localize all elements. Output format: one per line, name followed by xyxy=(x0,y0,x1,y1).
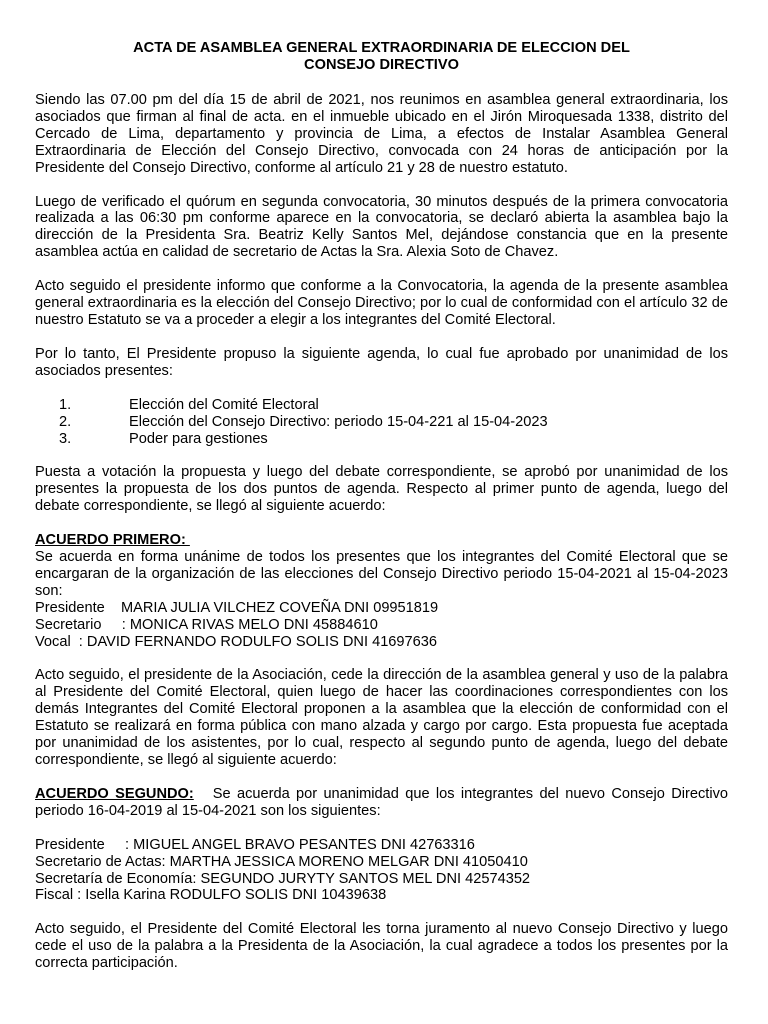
agenda-item-number: 1. xyxy=(59,396,72,413)
acuerdo-primero-heading: ACUERDO PRIMERO: xyxy=(35,532,190,549)
agenda-item-text: Poder para gestiones xyxy=(129,430,268,447)
title-line-2: CONSEJO DIRECTIVO xyxy=(304,57,459,73)
committee-member: Presidente MARIA JULIA VILCHEZ COVEÑA DNI 09951819 xyxy=(35,599,439,616)
paragraph-agenda-proposal: Por lo tanto, El Presidente propuso la siguiente agenda, lo cual fue aprobado por unanimidad de los asociados presentes: xyxy=(35,345,728,379)
paragraph-opening: Siendo las 07.00 pm del día 15 de abril de 2021, nos reunimos en asamblea general extraordinaria, los asociados que firman al final de acta. en el inmueble ubicado en el Jirón Miroquesada 1338, distrito del Cercado de Lima, departamento y provincia de Lima, a efectos de Instalar Asamblea General Extraordinaria de Elección del Consejo Directivo, convocada con 24 horas de anticipación por la Presidente del Consejo Directivo, conforme al artículo 21 y 28 de nuestro estatuto. xyxy=(35,92,728,176)
board-member: Presidente : MIGUEL ANGEL BRAVO PESANTES DNI 42763316 xyxy=(35,836,475,853)
document-title xyxy=(35,40,728,74)
board-member: Fiscal : Isella Karina RODULFO SOLIS DNI 10439638 xyxy=(35,887,387,904)
agenda-list xyxy=(35,397,728,448)
board-members xyxy=(35,837,728,905)
agenda-item-text: Elección del Comité Electoral xyxy=(129,396,319,413)
agenda-item xyxy=(35,397,728,414)
agenda-item xyxy=(35,431,728,448)
paragraph-agenda-intro: Acto seguido el presidente informo que conforme a la Convocatoria, la agenda de la presente asamblea general extraordinaria es la elección del Consejo Directivo; por lo cual de conformidad con el artículo 32 de nuestro Estatuto se va a proceder a elegir a los integrantes del Comité Electoral. xyxy=(35,278,728,328)
paragraph-election-procedure: Acto seguido, el presidente de la Asociación, cede la dirección de la asamblea general y uso de la palabra al Presidente del Comité Electoral, quien luego de hacer las coordinaciones correspondientes con los demás Integrantes del Comité Electoral proponen a la asamblea que la elección de conformidad con el Estatuto se realizará en forma pública con mano alzada y cargo por cargo. Esta propuesta fue aceptada por unanimidad de los asistentes, por lo cual, respecto al segundo punto de agenda, luego del debate correspondiente, se llegó al siguiente acuerdo: xyxy=(35,667,728,768)
agenda-item xyxy=(35,414,728,431)
agenda-item-text: Elección del Consejo Directivo: periodo 15-04-221 al 15-04-2023 xyxy=(129,413,548,430)
acuerdo-primero-text: Se acuerda en forma unánime de todos los presentes que los integrantes del Comité Electoral que se encargaran de la organización de las elecciones del Consejo Directivo periodo 15-04-2021 al 15-04-2023 son: xyxy=(35,549,728,599)
acuerdo-segundo xyxy=(35,786,728,820)
acuerdo-segundo-heading: ACUERDO SEGUNDO: xyxy=(35,785,194,802)
committee-member: Secretario : MONICA RIVAS MELO DNI 45884610 xyxy=(35,616,378,633)
board-member: Secretaría de Economía: SEGUNDO JURYTY SANTOS MEL DNI 42574352 xyxy=(35,870,531,887)
title-line-1: ACTA DE ASAMBLEA GENERAL EXTRAORDINARIA DE ELECCION DEL xyxy=(133,40,630,56)
agenda-item-number: 2. xyxy=(59,413,72,430)
board-member: Secretario de Actas: MARTHA JESSICA MORENO MELGAR DNI 41050410 xyxy=(35,853,528,870)
paragraph-quorum: Luego de verificado el quórum en segunda convocatoria, 30 minutos después de la primera convocatoria realizada a las 06:30 pm conforme aparece en la convocatoria, se declaró abierta la asamblea bajo la dirección de la Presidenta Sra. Beatriz Kelly Santos Mel, dejándose constancia que en la presente asamblea actúa en calidad de secretario de Actas la Sra. Alexia Soto de Chavez. xyxy=(35,193,728,261)
committee-member: Vocal : DAVID FERNANDO RODULFO SOLIS DNI 41697636 xyxy=(35,633,438,650)
agenda-item-number: 3. xyxy=(59,430,72,447)
paragraph-vote: Puesta a votación la propuesta y luego del debate correspondiente, se aprobó por unanimidad de los presentes la propuesta de los dos puntos de agenda. Respecto al primer punto de agenda, luego del debate correspondiente, se llegó al siguiente acuerdo: xyxy=(35,464,728,515)
paragraph-closing: Acto seguido, el Presidente del Comité Electoral les torna juramento al nuevo Consejo Directivo y luego cede el uso de la palabra a la Presidenta de la Asociación, la cual agradece a todos los presentes por la correcta participación. xyxy=(35,921,728,972)
acuerdo-segundo-text: Se acuerda por unanimidad que los integrantes del nuevo Consejo Directivo periodo 16-04-2019 al 15-04-2021 son los siguientes: xyxy=(35,785,728,819)
acuerdo-primero xyxy=(35,532,728,650)
